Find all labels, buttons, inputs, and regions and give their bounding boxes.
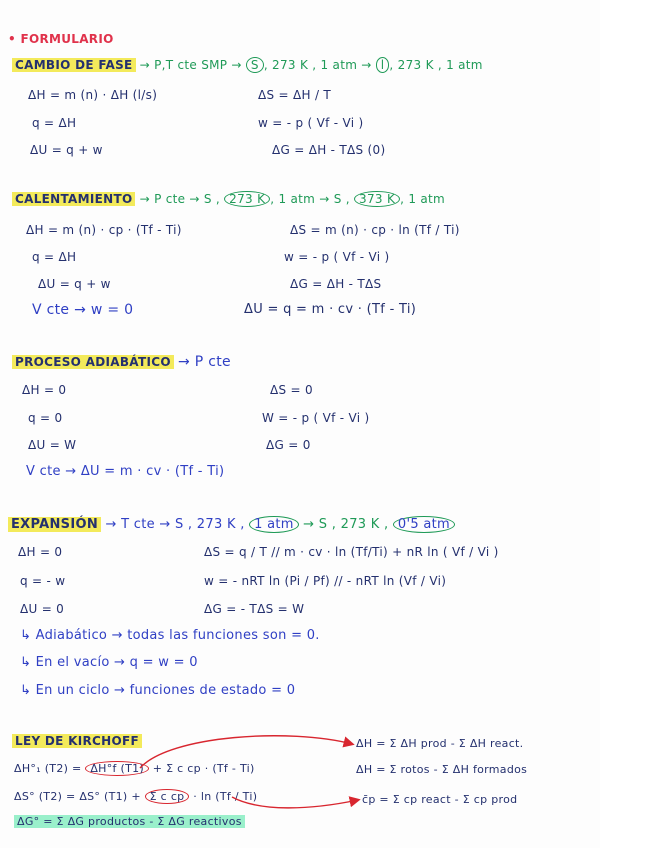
state-solid-circled: S xyxy=(246,57,264,73)
formula-line: ΔH°₁ (T2) = ΔH°f (T1) + Σ c cp · (Tf - Ti) xyxy=(14,762,255,775)
formula-line: ΔH = 0 xyxy=(18,545,63,559)
page-title: • FORMULARIO xyxy=(8,32,114,46)
section-heading: LEY DE KIRCHOFF xyxy=(12,734,142,748)
section-expansion-header xyxy=(8,517,455,532)
note-line: ΔH = Σ rotos - Σ ΔH formados xyxy=(356,763,528,776)
formula-line: ΔG = ΔH - TΔS xyxy=(290,277,382,291)
section-kirchoff-header xyxy=(12,734,142,748)
temp-initial-circled: 273 K xyxy=(224,191,270,207)
pressure-final-circled: 0'5 atm xyxy=(393,516,455,533)
formula-line: W = - p ( Vf - Vi ) xyxy=(262,411,370,425)
formula-line: ΔH = m (n) · cp · (Tf - Ti) xyxy=(26,223,182,237)
formula-line: q = - w xyxy=(20,574,66,588)
conditions-text: → P cte xyxy=(177,354,231,370)
note-line: c̄p = Σ cp react - Σ cp prod xyxy=(362,793,518,806)
section-heading: CALENTAMIENTO xyxy=(12,192,135,206)
formula-line: ΔS = 0 xyxy=(270,383,313,397)
page-margin xyxy=(600,0,655,848)
conditions-text: → S , 273 K , xyxy=(303,517,389,532)
enthalpy-formation-circled: ΔH°f (T1) xyxy=(85,761,149,776)
note-line: ↳ En el vacío → q = w = 0 xyxy=(20,655,198,670)
note-line: ↳ Adiabático → todas las funciones son = 0. xyxy=(20,628,320,643)
note-line: ↳ En un ciclo → funciones de estado = 0 xyxy=(20,683,296,698)
sum-cp-circled: Σ c cp xyxy=(145,789,190,804)
conditions-text: → P,T cte SMP → xyxy=(139,58,242,72)
section-heading: EXPANSIÓN xyxy=(8,517,101,532)
state-solid-conditions: , 273 K , 1 atm → xyxy=(263,58,372,72)
note-line: ΔH = Σ ΔH prod - Σ ΔH react. xyxy=(356,737,524,750)
formula-line: ΔS = q / T // m · cv · ln (Tf/Ti) + nR ln ( Vf / Vi ) xyxy=(204,545,499,559)
formula-line: V cte → w = 0 xyxy=(32,302,134,318)
section-cambio-de-fase-header xyxy=(12,58,483,72)
formula-line: q = ΔH xyxy=(32,250,77,264)
conditions-text: , 1 atm xyxy=(400,192,446,206)
formula-line: q = 0 xyxy=(28,411,63,425)
formula-line: w = - p ( Vf - Vi ) xyxy=(284,250,390,264)
section-heading: CAMBIO DE FASE xyxy=(12,58,136,72)
formula-line: ΔS° (T2) = ΔS° (T1) + Σ c cp · ln (Tf / Ti) xyxy=(14,790,258,803)
state-liquid-circled: l xyxy=(376,57,390,73)
section-calentamiento-header xyxy=(12,192,445,206)
formula-line: ΔH = 0 xyxy=(22,383,67,397)
formula-line: w = - nRT ln (Pi / Pf) // - nRT ln (Vf / Vi) xyxy=(204,574,447,588)
formula-line: ΔG = - TΔS = W xyxy=(204,602,305,616)
section-heading: PROCESO ADIABÁTICO xyxy=(12,355,174,369)
formula-line: ΔU = W xyxy=(28,438,77,452)
formula-line: ΔG° = Σ ΔG productos - Σ ΔG reactivos xyxy=(14,815,245,828)
formula-line: ΔU = q + w xyxy=(38,277,111,291)
formula-line: ΔU = 0 xyxy=(20,602,65,616)
formula-line: w = - p ( Vf - Vi ) xyxy=(258,116,364,130)
conditions-text: → P cte → S , xyxy=(139,192,221,206)
conditions-text: → T cte → S , 273 K , xyxy=(105,517,245,532)
temp-final-circled: 373 K xyxy=(354,191,400,207)
formula-line: ΔG = 0 xyxy=(266,438,311,452)
formula-line: q = ΔH xyxy=(32,116,77,130)
conditions-text: , 1 atm → S , xyxy=(270,192,350,206)
formula-line: ΔS = m (n) · cp · ln (Tf / Ti) xyxy=(290,223,460,237)
formula-line: ΔS = ΔH / T xyxy=(258,88,332,102)
section-adiabatico-header xyxy=(12,354,231,370)
formula-line: ΔU = q + w xyxy=(30,143,103,157)
formula-line: ΔU = q = m · cv · (Tf - Ti) xyxy=(244,302,417,317)
pressure-initial-circled: 1 atm xyxy=(249,516,299,533)
state-liquid-conditions: , 273 K , 1 atm xyxy=(389,58,483,72)
formula-line: V cte → ΔU = m · cv · (Tf - Ti) xyxy=(26,464,225,479)
formula-line: ΔG = ΔH - TΔS (0) xyxy=(272,143,386,157)
formula-line: ΔH = m (n) · ΔH (l/s) xyxy=(28,88,158,102)
